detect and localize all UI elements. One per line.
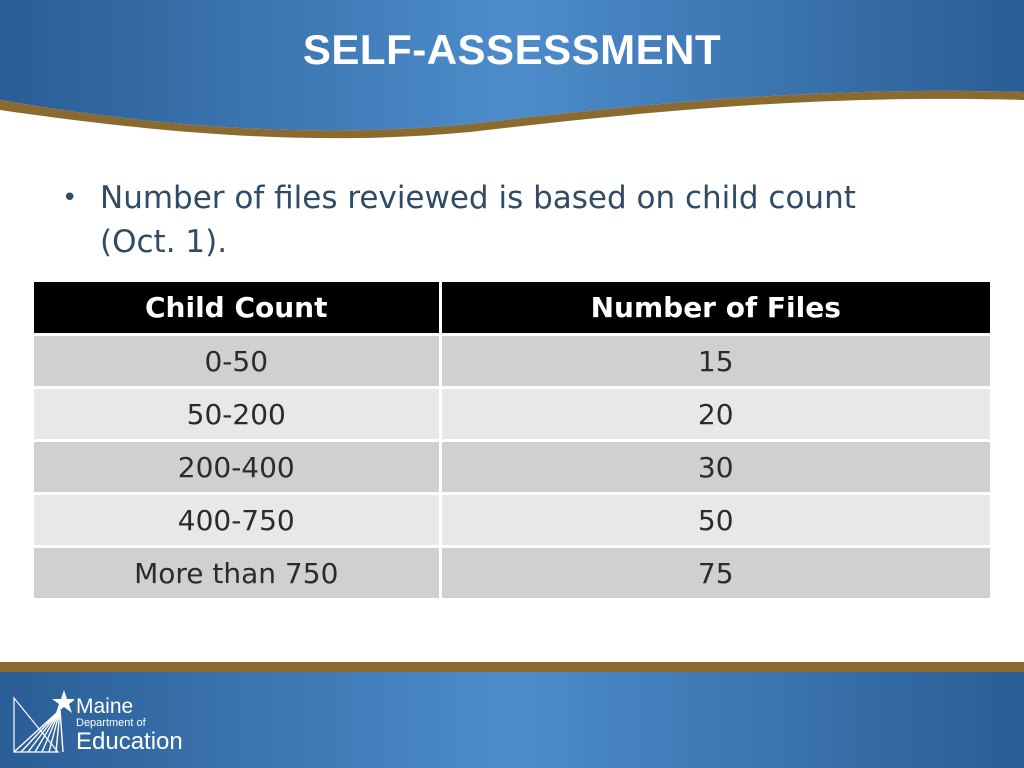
cell-number-of-files: 20 — [440, 388, 990, 441]
table-header-row — [34, 282, 990, 335]
table-row — [34, 547, 990, 600]
cell-number-of-files: 50 — [440, 494, 990, 547]
logo-wordmark — [76, 696, 183, 754]
star-rays-icon — [12, 688, 74, 754]
cell-number-of-files: 75 — [440, 547, 990, 600]
logo-line-department: Department of — [76, 717, 146, 729]
logo-line-maine: Maine — [76, 695, 134, 718]
child-count-table — [34, 282, 990, 601]
cell-number-of-files: 30 — [440, 441, 990, 494]
logo-line-education: Education — [76, 728, 183, 755]
bullet-point-icon: • — [62, 183, 78, 213]
cell-child-count: 200-400 — [34, 441, 440, 494]
table-row — [34, 388, 990, 441]
cell-child-count: 0-50 — [34, 335, 440, 388]
slide-title: SELF-ASSESSMENT — [302, 26, 722, 73]
header-child-count: Child Count — [34, 282, 440, 335]
maine-doe-logo — [12, 688, 202, 758]
table-row — [34, 335, 990, 388]
cell-number-of-files: 15 — [440, 335, 990, 388]
bullet-text: Number of files reviewed is based on child count (Oct. 1). — [100, 180, 856, 260]
cell-child-count: 50-200 — [34, 388, 440, 441]
header-number-of-files: Number of Files — [440, 282, 990, 335]
table-row — [34, 494, 990, 547]
table-row — [34, 441, 990, 494]
cell-child-count: 400-750 — [34, 494, 440, 547]
cell-child-count: More than 750 — [34, 547, 440, 600]
